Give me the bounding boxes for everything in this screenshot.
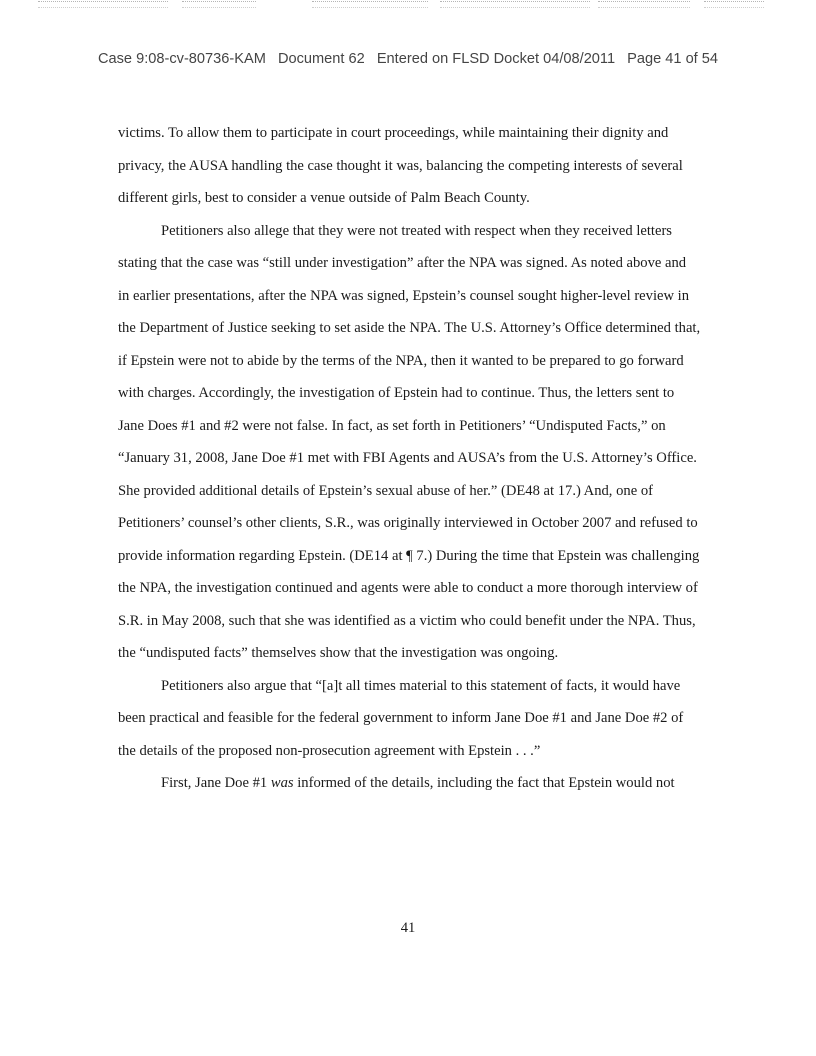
- page-of-total: Page 41 of 54: [627, 51, 719, 67]
- paragraph-first-lead: First, Jane Doe #1: [161, 775, 271, 791]
- document-number: Document 62: [277, 51, 365, 67]
- paragraph-first: [118, 767, 701, 800]
- document-body: [118, 117, 701, 800]
- page-number: 41: [400, 920, 416, 936]
- paragraph-first-rest: informed of the details, including the fact that Epstein would not: [293, 775, 675, 791]
- scan-artifact: [0, 0, 816, 12]
- paragraph-practical: Petitioners also argue that “[a]t all times material to this statement of facts, it would have been practical and feasible for the federal government to inform Jane Doe #1 and Jane Doe #2 of the details of the proposed non-prosecution agreement with Epstein . . .”: [118, 677, 684, 759]
- paragraph-letters: Petitioners also allege that they were not treated with respect when they received letters stating that the case was “still under investigation” after the NPA was signed. As noted above and in earlier presentations, after the NPA was signed, Epstein’s counsel sought higher-level review in the Department of Justice seeking to set aside the NPA. The U.S. Attorney’s Office determined that, if Epstein were not to abide by the terms of the NPA, then it wanted to be prepared to go forward with charges. Accordingly, the investigation of Epstein had to continue. Thus, the letters sent to Jane Does #1 and #2 were not false. In fact, as set forth in Petitioners’ “Undisputed Facts,” on “January 31, 2008, Jane Doe #1 met with FBI Agents and AUSA’s from the U.S. Attorney’s Office. She provided additional details of Epstein’s sexual abuse of her.” (DE48 at 17.) And, one of Petitioners’ counsel’s other clients, S.R., was originally interviewed in October 2007 and refused to provide information regarding Epstein. (DE14 at ¶ 7.) During the time that Epstein was challenging the NPA, the investigation continued and agents were able to conduct a more thorough interview of S.R. in May 2008, such that she was identified as a victim who could benefit under the NPA. Thus, the “undisputed facts” themselves show that the investigation was ongoing.: [118, 222, 701, 661]
- court-filing-header: [0, 51, 816, 67]
- emphasized-word: was: [270, 775, 294, 791]
- paragraph-continuation: victims. To allow them to participate in court proceedings, while maintaining their dignity and privacy, the AUSA handling the case thought it was, balancing the competing interests of several different girls, best to consider a venue outside of Palm Beach County.: [118, 125, 683, 206]
- case-number: Case 9:08-cv-80736-KAM: [97, 51, 266, 67]
- docket-entry: Entered on FLSD Docket 04/08/2011: [376, 51, 616, 67]
